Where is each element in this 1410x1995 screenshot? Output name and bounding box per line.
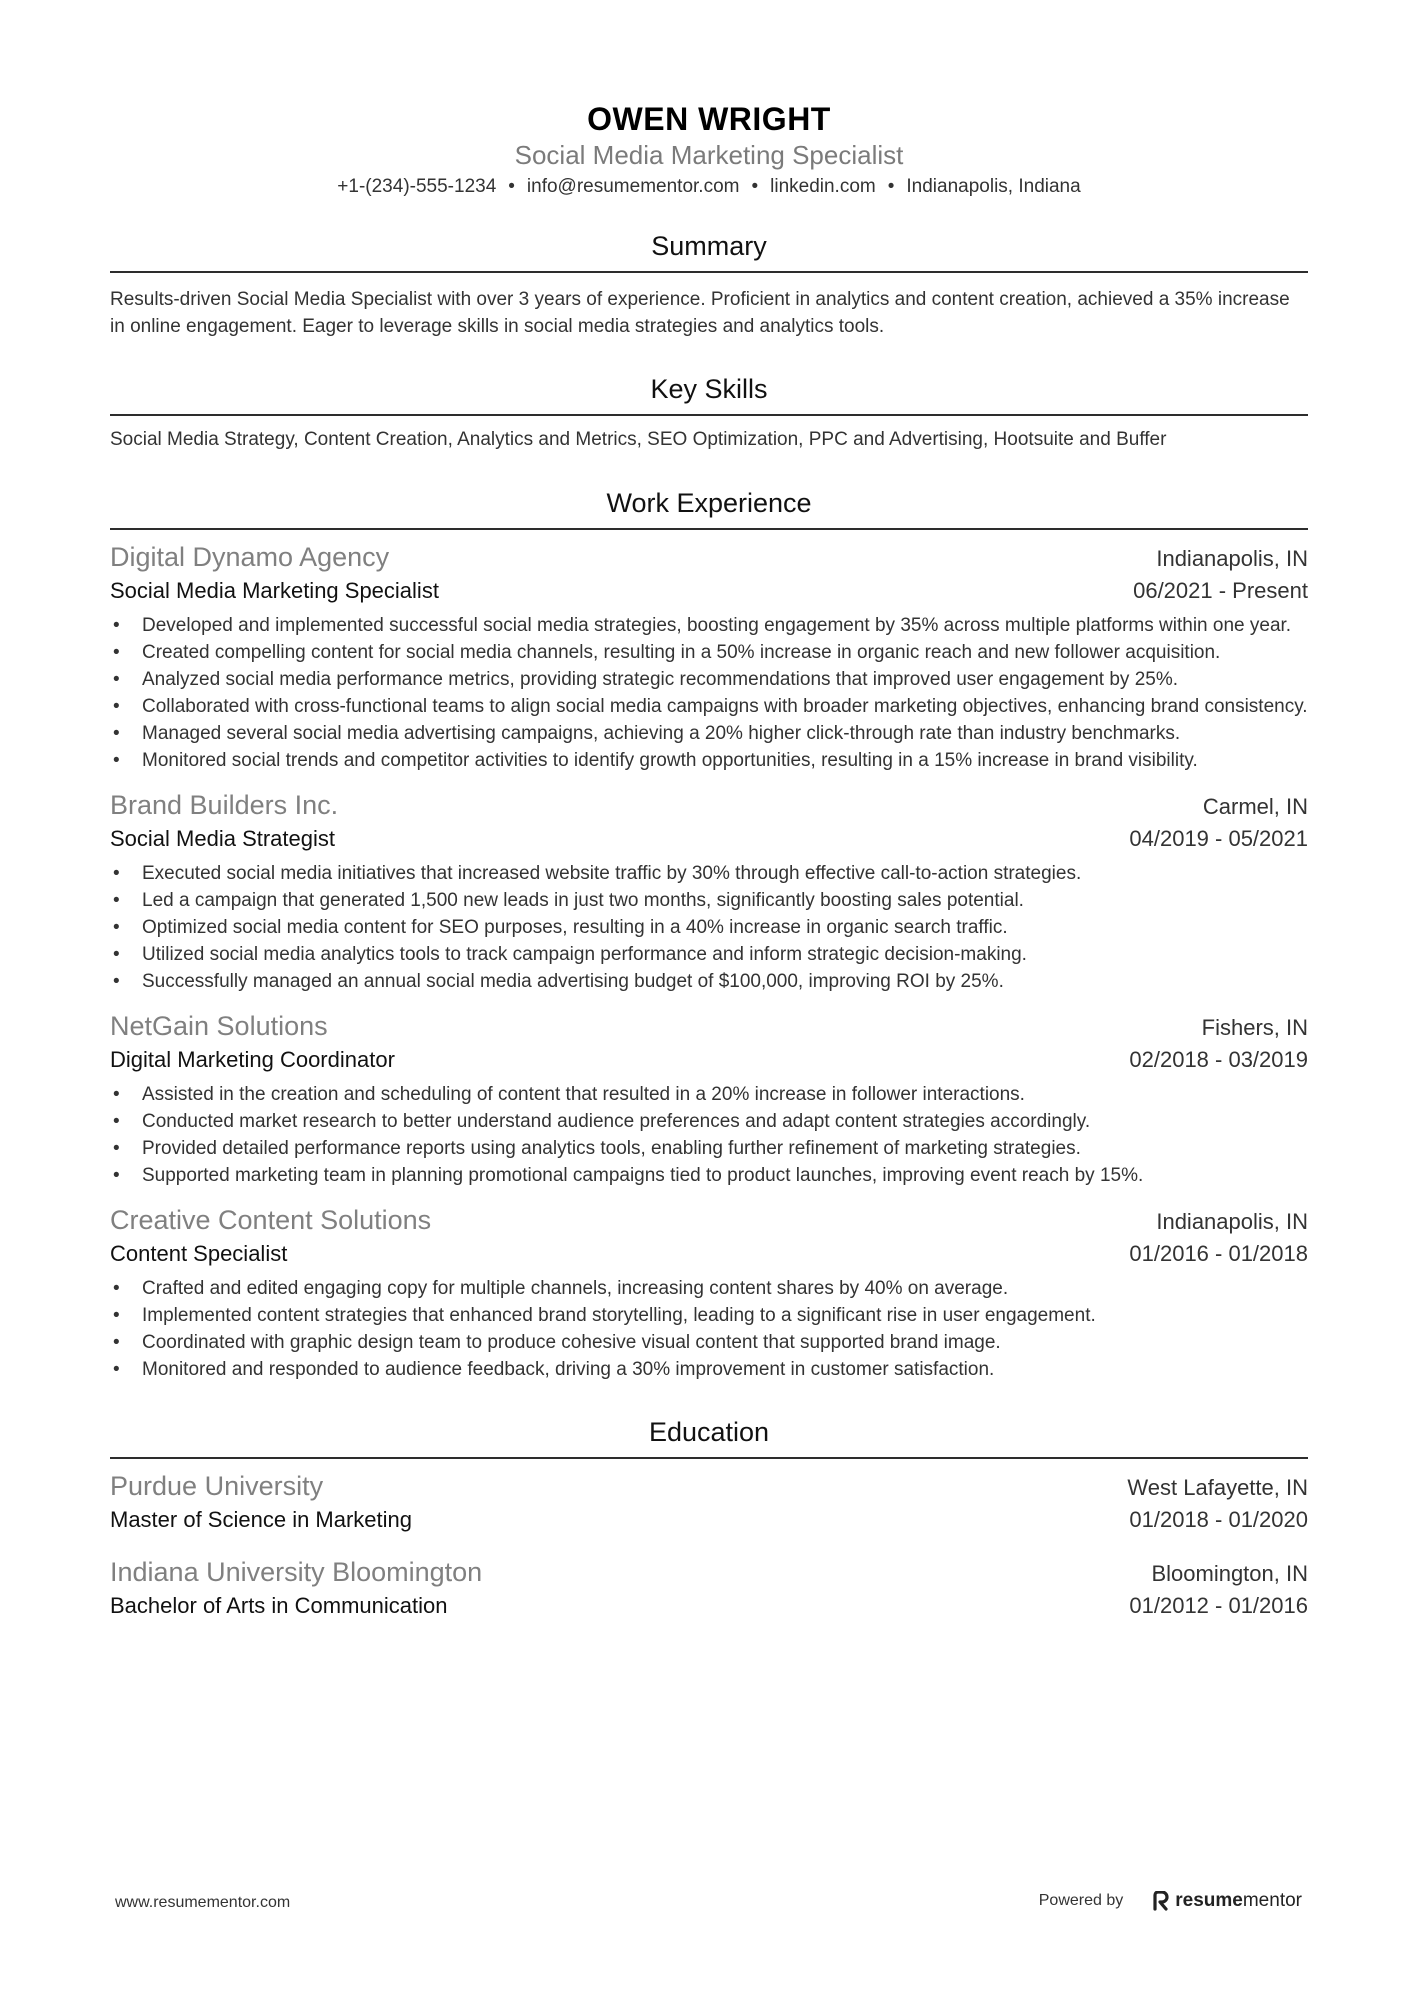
experience-section: [110, 486, 1308, 1383]
school-name: Purdue University: [110, 1471, 324, 1501]
bullet-item: • Managed several social media advertising campaigns, achieving a 20% higher click-through rate than industry benchmarks.: [110, 720, 1308, 747]
education-entry: [110, 1469, 1308, 1535]
bullet-item: • Conducted market research to better understand audience preferences and adapt content strategies accordingly.: [110, 1108, 1308, 1135]
brand-wordmark-light: mentor: [1242, 1890, 1302, 1911]
education-subheader: [110, 1591, 1308, 1621]
bullet-item: • Developed and implemented successful social media strategies, boosting engagement by 35% across multiple platforms within one year.: [110, 612, 1308, 639]
bullet-item: • Coordinated with graphic design team to produce cohesive visual content that supported brand image.: [110, 1329, 1308, 1356]
job-header: [110, 1009, 1308, 1045]
school-name: Indiana University Bloomington: [110, 1557, 483, 1587]
summary-heading: Summary: [651, 231, 767, 261]
school-location: Bloomington, IN: [1151, 1561, 1308, 1586]
resume-header: [110, 0, 1308, 201]
education-dates: 01/2012 - 01/2016: [1129, 1593, 1308, 1618]
job-subheader: [110, 1045, 1308, 1075]
job-bullets: [110, 860, 1308, 995]
bullet-item: • Collaborated with cross-functional teams to align social media campaigns with broader marketing objectives, enhancing brand consistency.: [110, 693, 1308, 720]
bullet-item: • Implemented content strategies that enhanced brand storytelling, leading to a significant rise in user engagement.: [110, 1302, 1308, 1329]
job-header: [110, 788, 1308, 824]
company-name: NetGain Solutions: [110, 1011, 328, 1041]
bullet-item: • Successfully managed an annual social media advertising budget of $100,000, improving ROI by 25%.: [110, 968, 1308, 995]
brand-wordmark[interactable]: [1175, 1890, 1302, 1912]
skills-section: [110, 372, 1308, 453]
job-subheader: [110, 824, 1308, 854]
job-location: Indianapolis, IN: [1156, 546, 1308, 571]
bullet-item: • Monitored social trends and competitor activities to identify growth opportunities, resulting in a 15% increase in brand visibility.: [110, 747, 1308, 774]
contact-separator: •: [508, 176, 515, 197]
education-subheader: [110, 1505, 1308, 1535]
job-title: Social Media Marketing Specialist: [110, 578, 439, 603]
section-divider: [110, 271, 1308, 273]
job-entry: [110, 1009, 1308, 1189]
summary-text: Results-driven Social Media Specialist with over 3 years of experience. Proficient in analytics and content creation, achieved a 35% increase in online engagement. Eager to leverage skills in social media strategies and analytics tools.: [110, 289, 1290, 337]
job-title: Digital Marketing Coordinator: [110, 1047, 395, 1072]
education-heading: Education: [648, 1417, 770, 1447]
job-entry: [110, 788, 1308, 995]
job-bullets: [110, 1275, 1308, 1383]
footer-branding: [1039, 1890, 1302, 1912]
bullet-item: • Provided detailed performance reports using analytics tools, enabling further refinement of marketing strategies.: [110, 1135, 1308, 1162]
email-address[interactable]: info@resumementor.com: [526, 176, 740, 197]
section-divider: [110, 528, 1308, 530]
job-bullets: [110, 1081, 1308, 1189]
job-dates: 06/2021 - Present: [1133, 578, 1308, 603]
job-header: [110, 540, 1308, 576]
company-name: Creative Content Solutions: [110, 1205, 432, 1235]
bullet-item: • Executed social media initiatives that increased website traffic by 30% through effective call-to-action strategies.: [110, 860, 1308, 887]
education-header: [110, 1469, 1308, 1505]
job-location: Indianapolis, IN: [1156, 1209, 1308, 1234]
company-name: Digital Dynamo Agency: [110, 542, 390, 572]
skills-heading: Key Skills: [650, 374, 768, 404]
bullet-item: • Created compelling content for social media channels, resulting in a 50% increase in organic reach and new follower acquisition.: [110, 639, 1308, 666]
home-location: Indianapolis, Indiana: [906, 176, 1081, 197]
bullet-item: • Assisted in the creation and scheduling of content that resulted in a 20% increase in follower interactions.: [110, 1081, 1308, 1108]
bullet-item: • Analyzed social media performance metrics, providing strategic recommendations that improved user engagement by 25%.: [110, 666, 1308, 693]
school-location: West Lafayette, IN: [1127, 1475, 1308, 1500]
bullet-item: • Supported marketing team in planning promotional campaigns tied to product launches, improving event reach by 15%.: [110, 1162, 1308, 1189]
contact-separator: •: [751, 176, 759, 197]
brand-wordmark-bold: resume: [1175, 1890, 1243, 1911]
section-divider: [110, 1457, 1308, 1459]
job-entry: [110, 540, 1308, 774]
job-dates: 02/2018 - 03/2019: [1129, 1047, 1308, 1072]
contact-line: [110, 173, 1308, 201]
summary-section: [110, 229, 1308, 340]
candidate-role: Social Media Marketing Specialist: [514, 140, 904, 170]
job-location: Carmel, IN: [1202, 794, 1308, 819]
degree-name: Master of Science in Marketing: [110, 1507, 413, 1532]
job-bullets: [110, 612, 1308, 774]
bullet-item: • Monitored and responded to audience feedback, driving a 30% improvement in customer satisfaction.: [110, 1356, 1308, 1383]
linkedin-link[interactable]: linkedin.com: [770, 176, 876, 197]
bullet-item: • Optimized social media content for SEO purposes, resulting in a 40% increase in organic search traffic.: [110, 914, 1308, 941]
bullet-item: • Crafted and edited engaging copy for multiple channels, increasing content shares by 40% on average.: [110, 1275, 1308, 1302]
resume-page: [110, 0, 1308, 1621]
powered-by-label: Powered by: [1038, 1892, 1124, 1909]
bullet-item: • Led a campaign that generated 1,500 new leads in just two months, significantly boosting sales potential.: [110, 887, 1308, 914]
resumementor-logo-icon: [1153, 1891, 1169, 1911]
job-title: Social Media Strategist: [110, 826, 335, 851]
bullet-item: • Utilized social media analytics tools to track campaign performance and inform strategic decision-making.: [110, 941, 1308, 968]
section-divider: [110, 414, 1308, 416]
job-subheader: [110, 576, 1308, 606]
phone-number: +1-(234)-555-1234: [337, 176, 497, 197]
candidate-name: OWEN WRIGHT: [587, 101, 831, 137]
skills-text: Social Media Strategy, Content Creation, Analytics and Metrics, SEO Optimization, PPC and Advertising, Hootsuite and Buffer: [110, 429, 1167, 450]
education-header: [110, 1555, 1308, 1591]
experience-heading: Work Experience: [606, 488, 812, 518]
job-dates: 04/2019 - 05/2021: [1129, 826, 1308, 851]
company-name: Brand Builders Inc.: [110, 790, 339, 820]
job-entry: [110, 1203, 1308, 1383]
footer-website-link[interactable]: www.resumementor.com: [115, 1894, 291, 1911]
job-title: Content Specialist: [110, 1241, 288, 1266]
degree-name: Bachelor of Arts in Communication: [110, 1593, 448, 1618]
job-location: Fishers, IN: [1201, 1015, 1308, 1040]
education-section: [110, 1415, 1308, 1621]
job-subheader: [110, 1239, 1308, 1269]
job-header: [110, 1203, 1308, 1239]
education-dates: 01/2018 - 01/2020: [1129, 1507, 1308, 1532]
education-entry: [110, 1555, 1308, 1621]
contact-separator: •: [887, 176, 895, 197]
job-dates: 01/2016 - 01/2018: [1129, 1241, 1308, 1266]
